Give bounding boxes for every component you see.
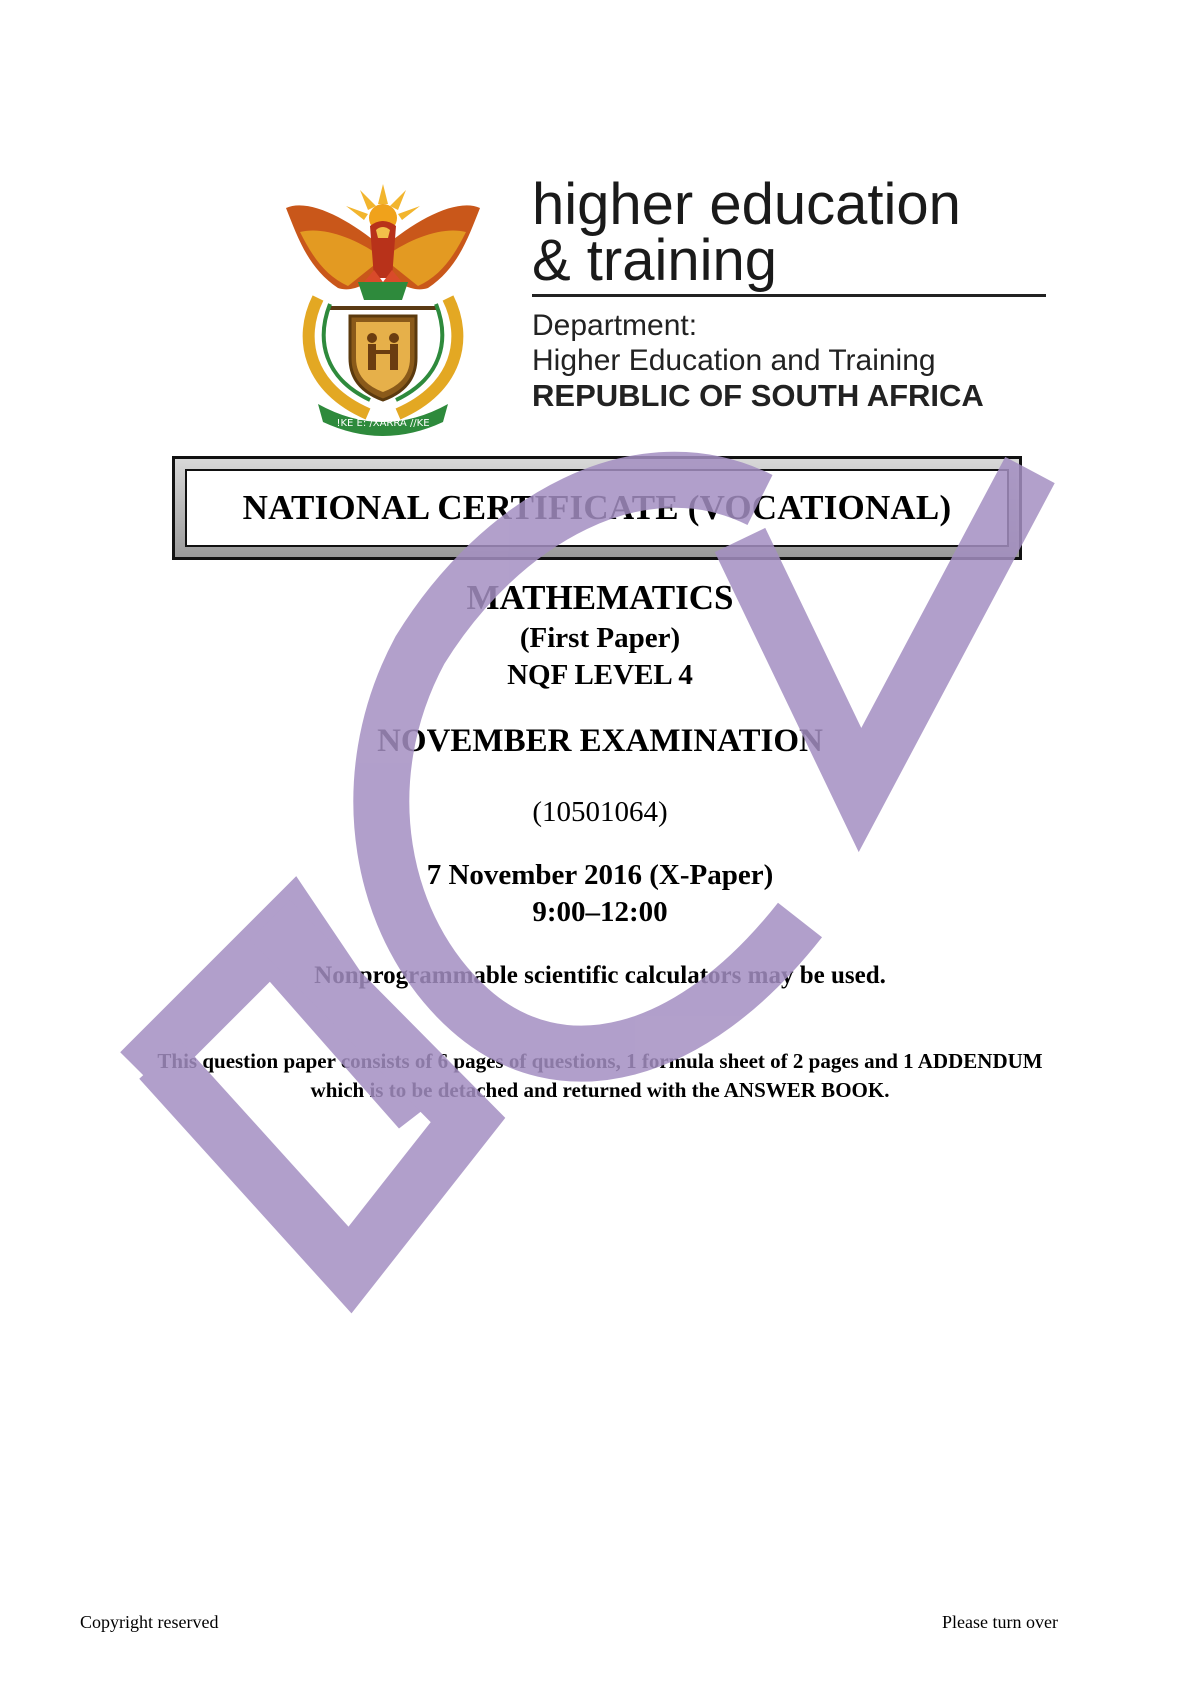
title-panel <box>185 469 1009 547</box>
brand-line-1: higher education <box>532 172 961 237</box>
subject-heading: MATHEMATICS <box>466 578 734 617</box>
exam-code: (10501064) <box>532 796 668 828</box>
exam-time: 9:00–12:00 <box>532 896 668 928</box>
calculator-note: Nonprogrammable scientific calculators may be used. <box>314 962 886 989</box>
level-label: NQF LEVEL 4 <box>507 659 693 691</box>
department-name: Higher Education and Training <box>532 344 936 377</box>
department-label: Department: <box>532 309 698 342</box>
letterhead-divider <box>532 294 1046 297</box>
title-frame <box>172 456 1022 560</box>
exam-heading: NOVEMBER EXAMINATION <box>377 723 823 759</box>
brand-line-2: & training <box>532 228 778 293</box>
document-title: NATIONAL CERTIFICATE (VOCATIONAL) <box>242 488 952 527</box>
paper-label: (First Paper) <box>519 622 681 654</box>
coat-of-arms-logo <box>278 178 488 436</box>
country-name: REPUBLIC OF SOUTH AFRICA <box>532 378 984 413</box>
paper-contents-line-2: which is to be detached and returned with the ANSWER BOOK. <box>310 1078 890 1102</box>
exam-date: 7 November 2016 (X-Paper) <box>426 859 774 891</box>
crest-motto: !KE E: /XARRA //KE <box>336 418 430 429</box>
footer-copyright: Copyright reserved <box>80 1612 219 1632</box>
paper-contents-line-1: This question paper consists of 6 pages of questions, 1 formula sheet of 2 pages and 1 ADDENDUM <box>157 1049 1043 1073</box>
footer-turn-over: Please turn over <box>942 1612 1058 1632</box>
